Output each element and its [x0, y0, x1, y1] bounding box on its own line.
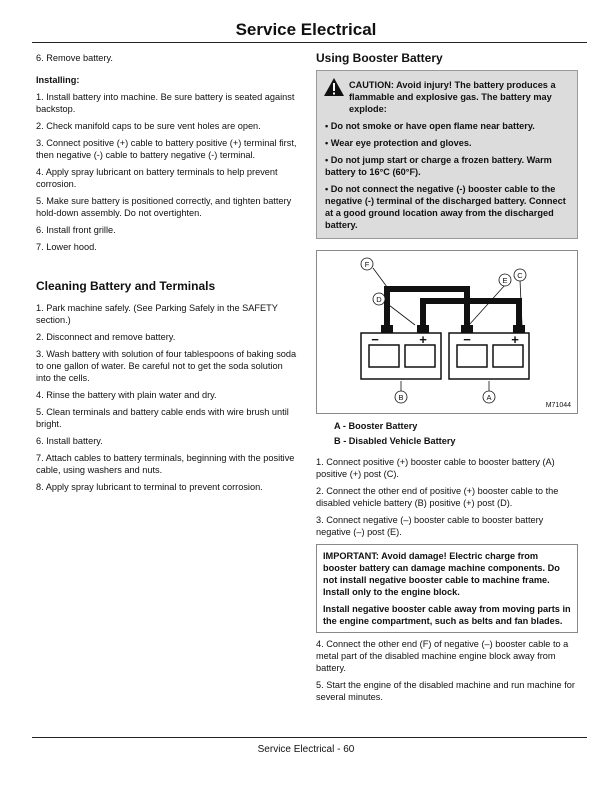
- important-box: [316, 544, 578, 633]
- remove-step: 6. Remove battery.: [36, 53, 113, 63]
- cleaning-step: 2. Disconnect and remove battery.: [36, 332, 176, 342]
- installing-step: 5. Make sure battery is positioned correctly, and tighten battery hold-down assembly. Do not overtighten.: [36, 196, 292, 218]
- legend-item: B - Disabled Vehicle Battery: [334, 436, 456, 446]
- header-rule: [32, 42, 587, 43]
- caution-item: • Do not smoke or have open flame near battery.: [325, 121, 535, 131]
- cleaning-step: 6. Install battery.: [36, 436, 103, 446]
- plus-sign: +: [511, 332, 519, 347]
- caution-box: [316, 70, 578, 239]
- booster-step: 1. Connect positive (+) booster cable to booster battery (A) positive (+) post (C).: [316, 457, 555, 479]
- cleaning-step: 4. Rinse the battery with plain water and dry.: [36, 390, 217, 400]
- cleaning-step: 8. Apply spray lubricant to terminal to prevent corrosion.: [36, 482, 263, 492]
- installing-step: 2. Check manifold caps to be sure vent holes are open.: [36, 121, 261, 131]
- figure-code: M71044: [545, 402, 571, 409]
- minus-sign: −: [371, 332, 379, 347]
- caution-lead: CAUTION: Avoid injury! The battery produces a flammable and explosive gas. The battery may explode:: [349, 80, 556, 114]
- caution-item: • Do not connect the negative (-) booster cable to the negative (-) terminal of the discharged battery. Connect at a good ground location away from the discharged battery.: [325, 184, 566, 230]
- callout-d: D: [376, 295, 382, 304]
- legend-item: A - Booster Battery: [334, 421, 418, 431]
- page-footer: Service Electrical - 60: [257, 744, 355, 755]
- footer-rule: [32, 737, 587, 738]
- left-column: [36, 52, 298, 498]
- installing-step: 7. Lower hood.: [36, 242, 97, 252]
- cleaning-step: 3. Wash battery with solution of four tablespoons of baking soda to one gallon of water. Be careful not to get the soda solution into the cells.: [36, 349, 297, 383]
- booster-diagram: [316, 250, 578, 414]
- booster-step: 4. Connect the other end (F) of negative (–) booster cable to a metal part of the disabled machine engine block away from battery.: [316, 639, 569, 673]
- cleaning-step: 1. Park machine safely. (See Parking Safely in the SAFETY section.): [36, 303, 278, 325]
- minus-sign: −: [463, 332, 471, 347]
- booster-title: Using Booster Battery: [316, 51, 443, 65]
- right-column: [316, 52, 578, 708]
- important-text: IMPORTANT: Avoid damage! Electric charge from booster battery can damage machine components. Do not install negative booster cable to machine frame. Install only to the engine block.: [323, 551, 560, 597]
- figure-legend: [334, 420, 578, 447]
- caution-item: • Do not jump start or charge a frozen battery. Warm battery to 16°C (60°F).: [325, 155, 552, 177]
- installing-step: 1. Install battery into machine. Be sure battery is seated against backstop.: [36, 92, 295, 114]
- booster-step: 2. Connect the other end of positive (+) booster cable to the disabled vehicle battery (B) positive (+) post (D).: [316, 486, 559, 508]
- callout-b: B: [398, 393, 404, 402]
- callout-a: A: [486, 393, 492, 402]
- booster-step: 3. Connect negative (–) booster cable to booster battery negative (–) post (E).: [316, 515, 544, 537]
- callout-f: F: [364, 260, 370, 269]
- installing-step: 3. Connect positive (+) cable to battery positive (+) terminal first, then negative (-) cable to battery negative (-) terminal.: [36, 138, 297, 160]
- caution-item: • Wear eye protection and gloves.: [325, 138, 472, 148]
- cleaning-step: 7. Attach cables to battery terminals, beginning with the positive cable, using washers and nuts.: [36, 453, 295, 475]
- installing-step: 6. Install front grille.: [36, 225, 116, 235]
- plus-sign: +: [419, 332, 427, 347]
- important-text: Install negative booster cable away from moving parts in the engine compartment, such as belts and fan blades.: [323, 604, 571, 626]
- installing-step: 4. Apply spray lubricant on battery terminals to help prevent corrosion.: [36, 167, 278, 189]
- booster-step: 5. Start the engine of the disabled machine and run machine for several minutes.: [316, 680, 575, 702]
- cleaning-title: Cleaning Battery and Terminals: [36, 279, 216, 293]
- page-title: Service Electrical: [235, 20, 377, 39]
- cleaning-step: 5. Clean terminals and battery cable ends with wire brush until bright.: [36, 407, 289, 429]
- callout-e: E: [502, 276, 508, 285]
- callout-c: C: [517, 271, 523, 280]
- installing-heading: Installing:: [36, 75, 80, 85]
- warning-triangle-icon: [323, 77, 345, 97]
- battery-diagram-svg: [317, 251, 577, 411]
